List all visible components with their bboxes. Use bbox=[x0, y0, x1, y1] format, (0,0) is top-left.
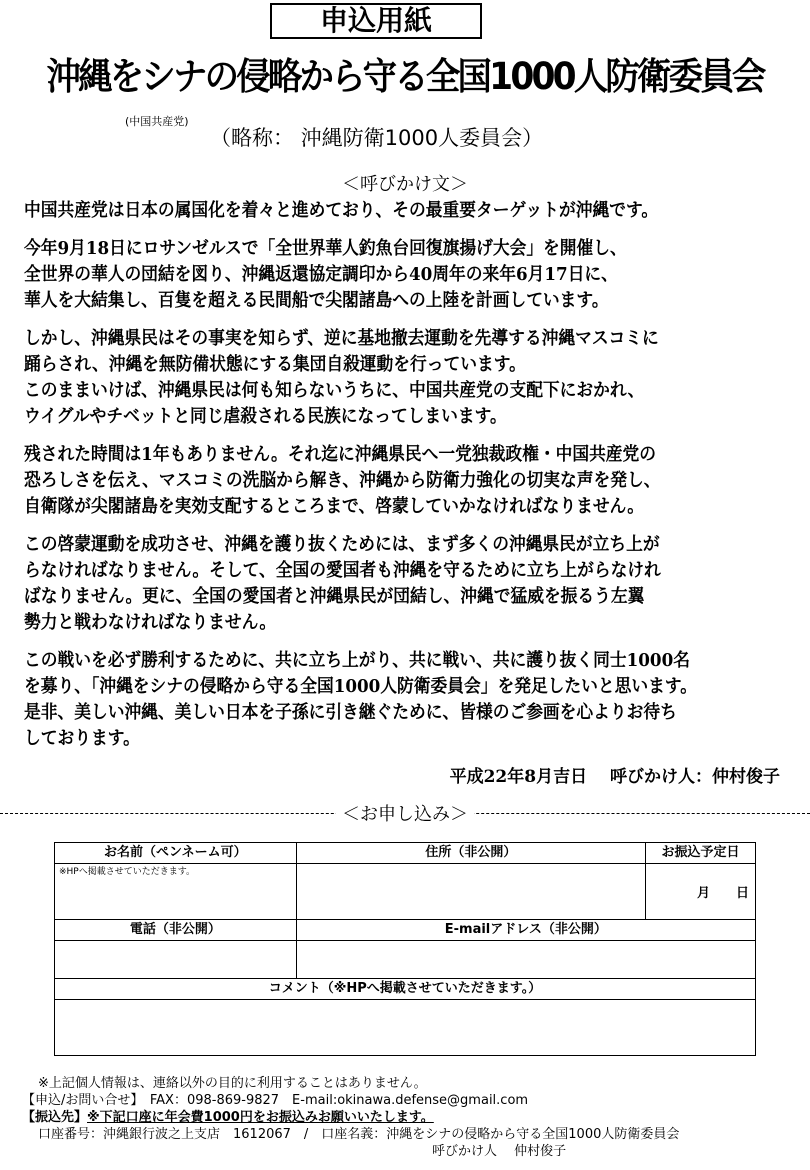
signature: 平成22年8月吉日 呼びかけ人：仲村俊子 bbox=[449, 767, 780, 787]
abbreviation: （略称： 沖縄防衛1000人委員会） bbox=[210, 126, 544, 150]
transfer-date-header: お振込予定日 bbox=[646, 843, 756, 864]
text-line: を募り、「沖縄をシナの侵略から守る全国1000人防衛委員会」を発足したいと思います。 bbox=[24, 676, 698, 697]
month-day-label: 月 日 bbox=[696, 886, 749, 901]
footer bbox=[22, 1075, 679, 1160]
application-heading-wrap bbox=[0, 800, 810, 826]
text-line: この啓蒙運動を成功させ、沖縄を護り抜くためには、まず多くの沖縄県民が立ち上が bbox=[24, 534, 660, 555]
text-line: 残された時間は1年もありません。それ迄に沖縄県民へ一党独裁政権・中国共産党の bbox=[24, 444, 657, 465]
form-label: 申込用紙 bbox=[319, 4, 432, 37]
account-holder: 呼びかけ人 仲村俊子 bbox=[432, 1144, 567, 1159]
text-line: 恐ろしさを伝え、マスコミの洗脳から解き、沖縄から防衛力強化の切実な声を発し、 bbox=[24, 470, 661, 491]
email-field[interactable] bbox=[296, 941, 755, 979]
contact-line: 【申込/お問い合せ】 FAX：098-869-9827 E-mail:okinawa.defense@gmail.com bbox=[22, 1093, 529, 1108]
transfer-note: ※下記口座に年会費1000円をお振込みお願いいたします。 bbox=[87, 1110, 434, 1125]
transfer-label: 【振込先】 bbox=[22, 1110, 88, 1125]
email-header: E-mailアドレス（非公開） bbox=[296, 920, 755, 941]
text-line: 華人を大結集し、百隻を超える民間船で尖閣諸島への上陸を計画しています。 bbox=[24, 290, 609, 311]
transfer-date-field[interactable] bbox=[646, 864, 756, 920]
phone-field[interactable] bbox=[55, 941, 297, 979]
application-heading: ＜お申し込み＞ bbox=[336, 804, 474, 825]
comment-header: コメント（※HPへ掲載させていただきます。） bbox=[55, 979, 756, 1000]
form-label-box bbox=[270, 3, 482, 39]
text-line: 中国共産党は日本の属国化を着々と進めており、その最重要ターゲットが沖縄です。 bbox=[24, 200, 659, 221]
paragraph bbox=[24, 326, 759, 430]
paragraph bbox=[24, 236, 759, 314]
text-line: ばなりません。更に、全国の愛国者と沖縄県民が団結し、沖縄で猛威を振るう左翼 bbox=[24, 586, 645, 607]
address-header: 住所（非公開） bbox=[296, 843, 645, 864]
appeal-body bbox=[24, 198, 810, 764]
text-line: 是非、美しい沖縄、美しい日本を子孫に引き継ぐために、皆様のご参画を心よりお待ち bbox=[24, 702, 677, 723]
name-field[interactable] bbox=[55, 864, 297, 920]
text-line: しております。 bbox=[24, 728, 140, 749]
text-line: 全世界の華人の団結を図り、沖縄返還協定調印から40周年の来年6月17日に、 bbox=[24, 264, 618, 285]
text-line: しかし、沖縄県民はその事実を知らず、逆に基地撤去運動を先導する沖縄マスコミに bbox=[24, 328, 659, 349]
text-line: らなければなりません。そして、全国の愛国者も沖縄を守るために立ち上がらなけれ bbox=[24, 560, 661, 581]
name-header: お名前（ペンネーム可） bbox=[55, 843, 297, 864]
transfer-line bbox=[22, 1109, 679, 1126]
text-line: 勢力と戦わなければなりません。 bbox=[24, 612, 277, 633]
paragraph bbox=[24, 648, 759, 752]
text-line: 踊らされ、沖縄を無防備状態にする集団自殺運動を行っています。 bbox=[24, 354, 526, 375]
paragraph bbox=[24, 442, 759, 520]
page-title: 沖縄をシナの侵略から守る全国1000人防衛委員会 bbox=[46, 55, 764, 98]
text-line: ウイグルやチベットと同じ虐殺される民族になってしまいます。 bbox=[24, 406, 507, 427]
account-line: 口座番号：沖縄銀行波之上支店 1612067 / 口座名義：沖縄をシナの侵略から守る全国1000人防衛委員会 bbox=[38, 1127, 680, 1142]
appeal-heading: ＜呼びかけ文＞ bbox=[342, 174, 468, 195]
privacy-note: ※上記個人情報は、連絡以外の目的に利用することはありません。 bbox=[38, 1076, 427, 1091]
text-line: 今年9月18日にロサンゼルスで「全世界華人釣魚台回復旗揚げ大会」を開催し、 bbox=[24, 238, 627, 259]
application-form bbox=[54, 842, 756, 1056]
address-field[interactable] bbox=[296, 864, 645, 920]
ruby-note: (中国共産党) bbox=[125, 115, 189, 128]
text-line: この戦いを必ず勝利するために、共に立ち上がり、共に戦い、共に護り抜く同士1000名 bbox=[24, 650, 690, 671]
phone-header: 電話（非公開） bbox=[55, 920, 297, 941]
paragraph bbox=[24, 198, 759, 224]
text-line: このままいけば、沖縄県民は何も知らないうちに、中国共産党の支配下におかれ、 bbox=[24, 380, 645, 401]
name-note: ※HPへ掲載させていただきます。 bbox=[59, 867, 196, 877]
comment-field[interactable] bbox=[55, 1000, 756, 1056]
text-line: 自衛隊が尖閣諸島を実効支配するところまで、啓蒙していかなければなりません。 bbox=[24, 496, 645, 517]
paragraph bbox=[24, 532, 759, 636]
